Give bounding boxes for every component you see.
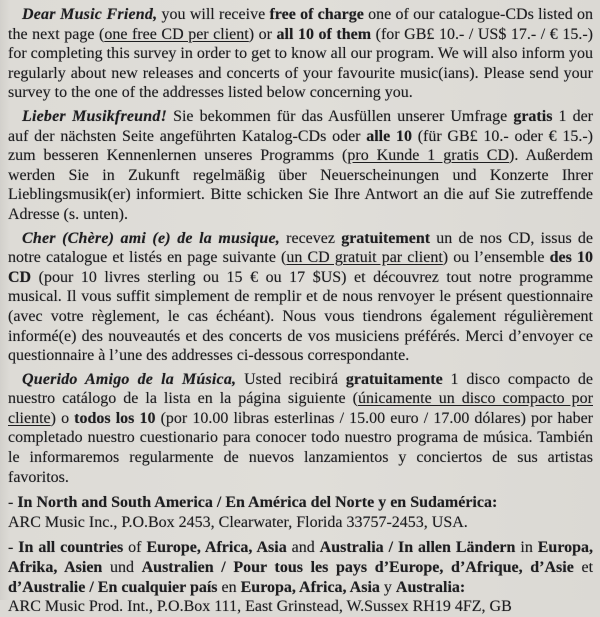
text-segment: ) or xyxy=(248,25,277,43)
text-segment: un CD gratuit par client xyxy=(286,249,443,267)
text-segment: un de nos CD, issus de notre catalogue et listés en page suivante ( xyxy=(8,229,594,267)
text-segment: y xyxy=(379,578,396,596)
text-segment: 1 der auf der nächsten Seite angeführten Katalog-CDs oder xyxy=(8,107,594,145)
text-segment: recevez xyxy=(279,229,342,247)
text-segment: (por 10.00 libras esterlinas / 15.00 euro / 17.00 dólares) por haber completado nuestro cuestionario para conocer todo nuestro programa de música. También le informaremos regularmente de nuevos lanzamientos y conciertos de sus artistas favoritos. xyxy=(8,409,594,486)
text-segment: todos los 10 xyxy=(74,409,156,427)
text-segment: Australien / Pour tous les pays d’Europe, d’Afrique, d’Asie xyxy=(141,559,574,577)
text-segment: in xyxy=(515,539,538,557)
text-segment: Europa, Africa, Asia xyxy=(240,578,380,596)
text-segment: Cher (Chère) ami (e) de la musique, xyxy=(22,229,280,247)
text-segment: Querido Amigo de la Música, xyxy=(22,370,237,388)
text-segment: ). Außerdem werden Sie in Zukunft regelmäßig über Neuerscheinungen und Konzerte Ihrer Lieblingsmusik(er) informiert. Bitte schicken Sie Ihre Antwort an die auf Sie zutreffende Adresse (s. unten). xyxy=(8,147,594,223)
text-segment: alle 10 xyxy=(366,127,412,145)
text-segment: des 10 CD xyxy=(8,249,593,286)
text-segment: free of charge xyxy=(269,6,364,23)
address-header-americas xyxy=(8,493,593,513)
text-segment: und xyxy=(102,559,142,577)
text-segment: one of our catalogue-CDs listed on the next page ( xyxy=(8,6,594,43)
address-header-international xyxy=(8,538,593,597)
text-segment: pro Kunde 1 gratis CD xyxy=(347,147,510,165)
text-segment: en xyxy=(217,578,241,596)
text-segment: Sie bekommen für das Ausfüllen unserer Umfrage xyxy=(167,107,514,125)
text-segment: únicamente un disco compacto por cliente xyxy=(8,390,593,427)
text-segment: 1 disco compacto de nuestro catálogo de la lista en la página siguiente ( xyxy=(8,370,593,408)
text-segment: Europe, Africa, Asia xyxy=(146,539,287,557)
text-segment: one free CD per client xyxy=(104,25,249,43)
text-segment: - xyxy=(8,539,19,557)
text-segment: (für GB£ 10.- oder € 15.-) zum besseren Kennenlernen unseres Programms ( xyxy=(8,127,593,165)
text-segment: you will receive xyxy=(157,6,270,23)
text-segment: In North and South America / En América del Norte y en Sudamérica: xyxy=(17,494,498,512)
text-segment: gratis xyxy=(513,107,553,125)
paragraph-german xyxy=(8,107,593,225)
text-segment: gratuitamente xyxy=(345,370,443,388)
text-segment: Dear Music Friend, xyxy=(22,6,158,23)
text-segment: Usted recibirá xyxy=(236,370,346,388)
address-line-international: ARC Music Prod. Int., P.O.Box 111, East Grinstead, W.Sussex RH19 4FZ, GB xyxy=(8,598,512,616)
paragraph-english xyxy=(8,5,593,103)
text-segment: Lieber Musikfreund! xyxy=(22,107,168,125)
text-segment: (for GB£ 10.- / US$ 17.- / € 15.-) for completing this survey in order to get to know all our program. We will also inform you regularly about new releases and concerts of your favourite music(ians). Please send your survey to the one of the addresses listed below concerning you. xyxy=(8,25,593,102)
text-segment: (pour 10 livres sterling ou 15 € ou 17 $US) et découvrez tout notre programme musical. Il vous suffit simplement de remplir et de nous renvoyer le présent questionnaire (avec votre règlement, le cas échéant). Nous vous tiendrons également régulièrement informé(e) des nouveautés et des concerts de vos musiciens préférés. Merci d’envoyer ce questionnaire à l’une des addresses ci-dessous correspondante. xyxy=(8,268,593,365)
paragraph-spanish xyxy=(8,370,593,488)
text-segment: In all countries xyxy=(18,539,124,557)
text-segment: - xyxy=(8,494,18,512)
text-segment: all 10 of them xyxy=(276,25,372,43)
text-segment: and xyxy=(286,539,320,557)
text-segment: Europa, Afrika, Asien xyxy=(8,539,594,577)
text-segment: ) o xyxy=(50,409,75,427)
text-segment: et xyxy=(573,559,594,577)
address-line-americas: ARC Music Inc., P.O.Box 2453, Clearwater, Florida 33757-2453, USA. xyxy=(8,513,468,531)
text-segment: d’Australie / En cualquier país xyxy=(8,578,218,596)
text-segment: gratuitement xyxy=(341,229,431,247)
text-segment: Australia / In allen Ländern xyxy=(319,539,516,557)
paragraph-french xyxy=(8,229,593,366)
text-segment: Australia: xyxy=(395,578,466,596)
text-segment: of xyxy=(123,539,147,557)
text-segment: ) ou l’ensemble xyxy=(442,249,550,267)
